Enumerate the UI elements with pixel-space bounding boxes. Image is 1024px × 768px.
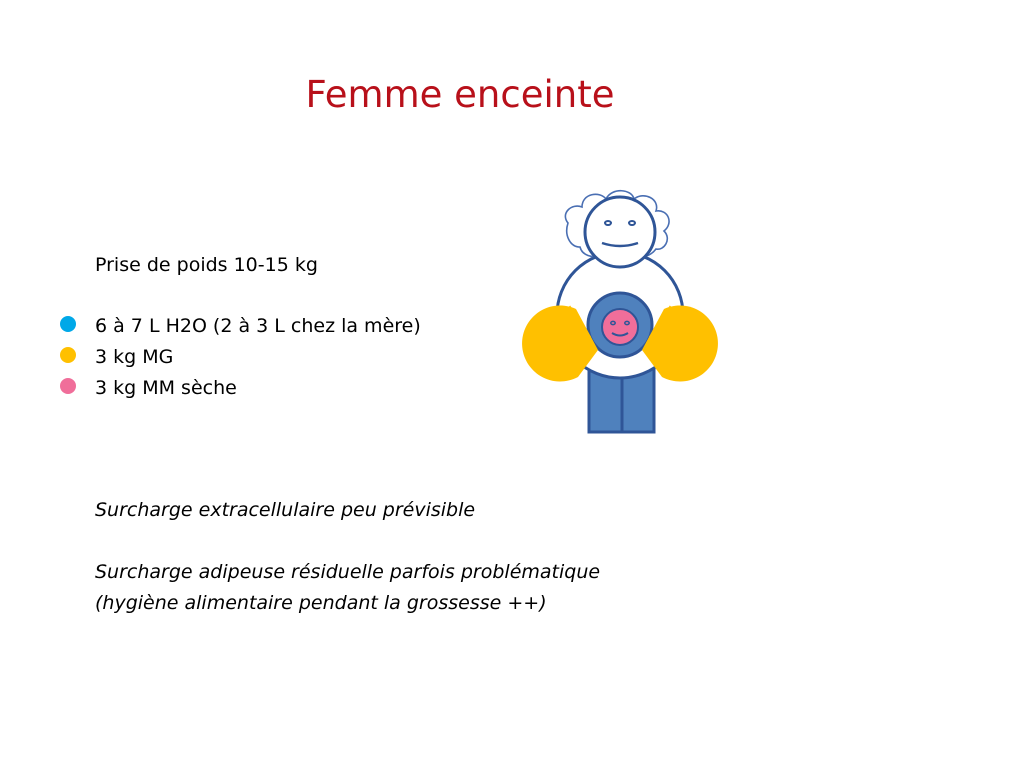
water-component-text: 6 à 7 L H2O (2 à 3 L chez la mère) bbox=[95, 315, 421, 337]
fat-mass-component-text: 3 kg MG bbox=[95, 346, 174, 368]
mother-face-icon bbox=[585, 197, 655, 267]
lean-mass-component-text: 3 kg MM sèche bbox=[95, 377, 237, 399]
note-extracellular-overload: Surcharge extracellulaire peu prévisible bbox=[95, 499, 476, 521]
slide-title: Femme enceinte bbox=[305, 73, 615, 116]
water-bullet-icon bbox=[60, 316, 76, 332]
baby-face-icon bbox=[602, 309, 638, 345]
note-dietary-hygiene: (hygiène alimentaire pendant la grossesse ++) bbox=[95, 592, 547, 614]
lean-mass-bullet-icon bbox=[60, 378, 76, 394]
pregnant-woman-illustration bbox=[520, 185, 720, 440]
note-adipose-overload: Surcharge adipeuse résiduelle parfois problématique bbox=[95, 561, 601, 583]
fat-mass-bullet-icon bbox=[60, 347, 76, 363]
weight-gain-text: Prise de poids 10-15 kg bbox=[95, 254, 318, 276]
